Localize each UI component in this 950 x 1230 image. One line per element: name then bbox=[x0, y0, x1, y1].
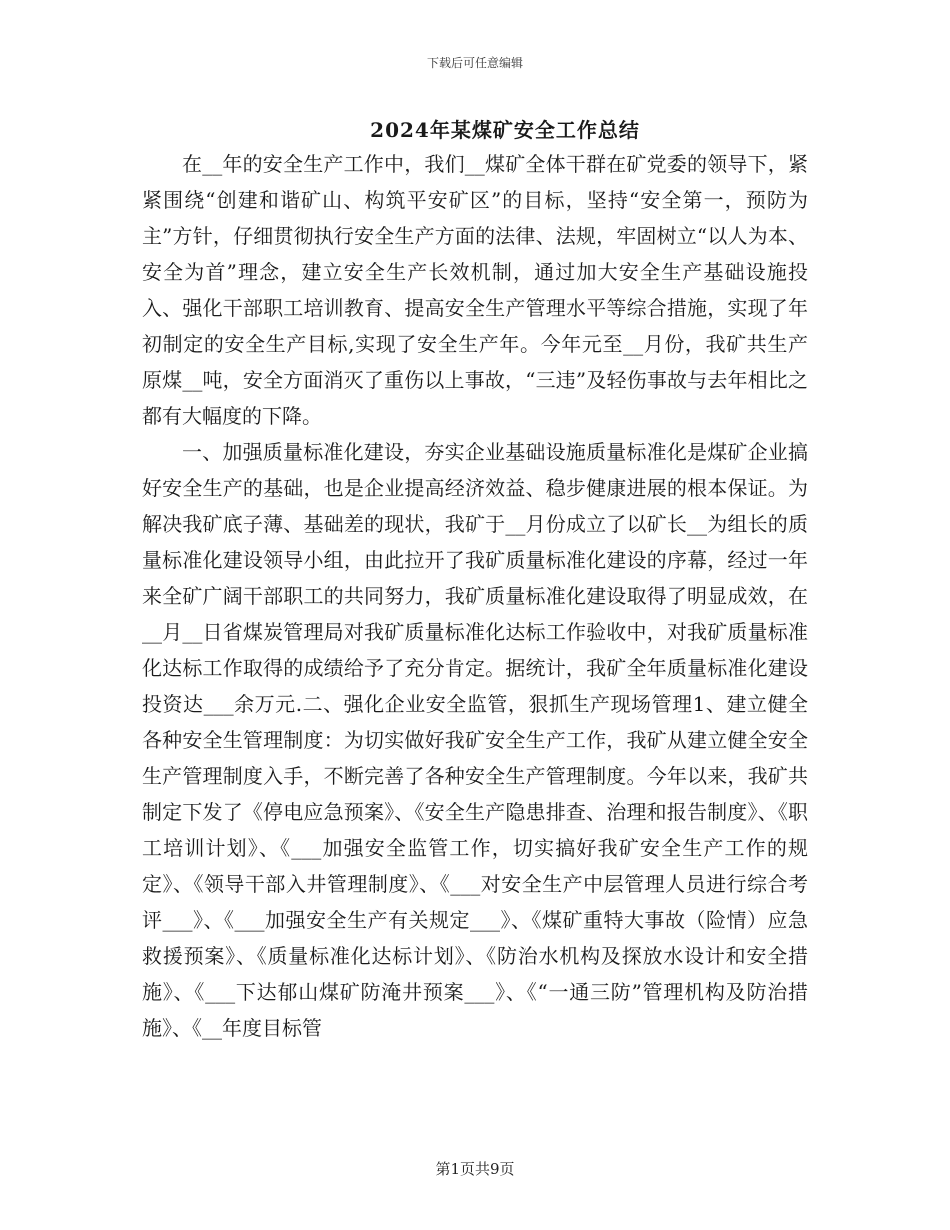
paragraph-section-one: 一、加强质量标准化建设，夯实企业基础设施质量标准化是煤矿企业搞好安全生产的基础，也是企业提高经济效益、稳步健康进展的根本保证。为解决我矿底子薄、基础差的现状，我矿于__月份成立了以矿长__为组长的质量标准化建设领导小组，由此拉开了我矿质量标准化建设的序幕，经过一年来全矿广阔干部职工的共同努力，我矿质量标准化建设取得了明显成效，在__月__日省煤炭管理局对我矿质量标准化达标工作验收中，对我矿质量标准化达标工作取得的成绩给予了充分肯定。据统计，我矿全年质量标准化建设投资达___余万元.二、强化企业安全监管，狠抓生产现场管理1、建立健全各种安全生管理制度：为切实做好我矿安全生产工作，我矿从建立健全安全生产管理制度入手，不断完善了各种安全生产管理制度。今年以来，我矿共制定下发了《停电应急预案》、《安全生产隐患排查、治理和报告制度》、《职工培训计划》、《___加强安全监管工作，切实搞好我矿安全生产工作的规定》、《领导干部入井管理制度》、《___对安全生产中层管理人员进行综合考评___》、《___加强安全生产有关规定___》、《煤矿重特大事故（险情）应急救援预案》、《质量标准化达标计划》、《防治水机构及探放水设计和安全措施》、《___下达郁山煤矿防淹井预案___》、《“一通三防”管理机构及防治措施》、《__年度目标管 bbox=[142, 440, 808, 1040]
document-body bbox=[142, 146, 808, 1046]
page-number: 第1页共9页 bbox=[435, 1160, 515, 1178]
document-title: 2024年某煤矿安全工作总结 bbox=[370, 118, 640, 142]
header-note: 下载后可任意编辑 bbox=[426, 56, 523, 70]
paragraph-intro: 在__年的安全生产工作中，我们__煤矿全体干群在矿党委的领导下，紧紧围绕“创建和谐矿山、构筑平安矿区”的目标，坚持“安全第一，预防为主”方针，仔细贯彻执行安全生产方面的法律、法规，牢固树立“以人为本、安全为首”理念，建立安全生产长效机制，通过加大安全生产基础设施投入、强化干部职工培训教育、提高安全生产管理水平等综合措施，实现了年初制定的安全生产目标,实现了安全生产年。今年元至__月份，我矿共生产原煤__吨，安全方面消灭了重伤以上事故，“三违”及轻伤事故与去年相比之都有大幅度的下降。 bbox=[142, 152, 808, 428]
